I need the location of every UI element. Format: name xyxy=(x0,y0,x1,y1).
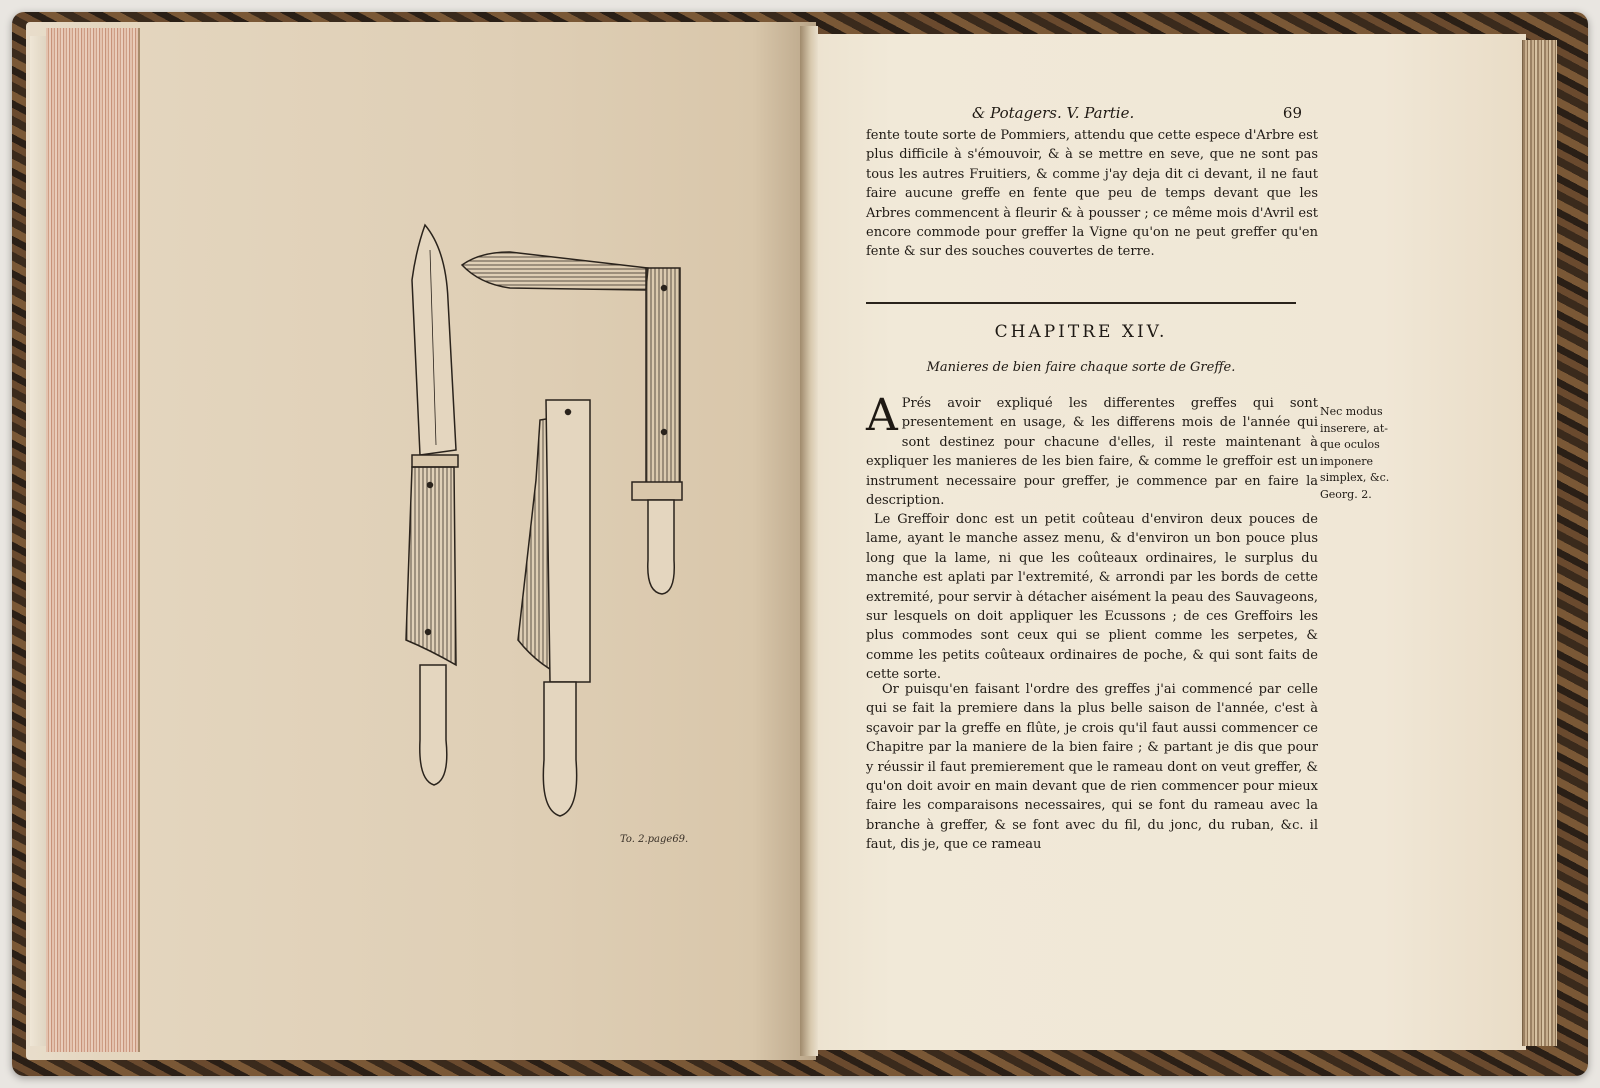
margin-note-line: que oculos xyxy=(1320,438,1380,451)
running-head xyxy=(972,104,1302,122)
plate-caption: To. 2.page69. xyxy=(620,834,689,845)
left-page-edges xyxy=(46,28,140,1052)
grafting-knives-engraving xyxy=(390,220,720,820)
running-head-title: & Potagers. V. Partie. xyxy=(972,104,1135,122)
book-gutter xyxy=(800,26,818,1056)
folding-greffoir-closed xyxy=(518,400,590,816)
open-greffoir-knife xyxy=(406,225,458,785)
chapter-first-paragraph xyxy=(866,390,1318,510)
margin-note-line: inserere, at- xyxy=(1320,421,1388,435)
chapter-rule xyxy=(866,302,1296,304)
margin-note-line: imponere xyxy=(1320,454,1373,468)
flute-graft-paragraph: Or puisqu'en faisant l'ordre des greffes j'ai commencé par celle qui se fait la premiere dans la plus belle saison de l'année, c'est à sçavoir par la greffe en flûte, je crois qu'il faut aussi commencer ce Chapitre par la maniere de la bien faire ; & partant je dis que pour y réussir il faut premierement que le rameau dont on veut greffer, & qu'on doit avoir en main devant que de rien commencer pour mieux faire les comparaisons necessaires, qui se font du rameau avec la branche à greffer, & se font avec du fil, du jonc, du ruban, &c. il faut, dis je, que ce rameau xyxy=(866,682,1318,853)
greffoir-description-paragraph: Le Greffoir donc est un petit coûteau d'environ deux pouces de lame, ayant le manche assez menu, & d'environ un bon pouce plus long que la lame, ni que les coûteaux ordinaires, le surplus du manche est aplati par l'extremité, & arrondi par les bords de cette extremité, pour servir à détacher aisément la peau des Sauvageons, sur lesquels on doit appliquer les Ecussons ; de ces Greffoirs les plus commodes sont ceux qui se plient comme les serpetes, & comme les petits coûteaux ordinaires de poche, & qui sont faits de cette sorte. xyxy=(866,512,1318,683)
margin-note xyxy=(1320,404,1396,503)
continuation-paragraph: fente toute sorte de Pommiers, attendu que cette espece d'Arbre est plus difficile à s'émouvoir, & à se mettre en seve, que ne sont pas tous les autres Fruitiers, & comme j'ay deja dit ci devant, il ne faut faire aucune greffe en fente que peu de temps devant que les Arbres commencent à fleurir & à pousser ; ce même mois d'Avril est encore commode pour greffer la Vigne qu'on ne peut greffer qu'en fente & sur des souches couvertes de terre. xyxy=(866,128,1318,260)
margin-note-line: simplex, &c. xyxy=(1320,471,1390,484)
first-paragraph-text: Prés avoir expliqué les differentes greffes qui sont presentement en usage, & les differens mois de l'année qui sont destinez pour chacune d'elles, il reste maintenant à expliquer les manieres de les bien faire, & comme le greffoir est un instrument necessaire pour greffer, je commence par en faire la description. xyxy=(866,396,1318,509)
page-number: 69 xyxy=(1282,104,1302,122)
margin-note-line: Nec modus xyxy=(1320,405,1383,418)
drop-cap: A xyxy=(866,390,898,441)
chapter-subtitle: Manieres de bien faire chaque sorte de Greffe. xyxy=(926,360,1236,375)
margin-note-line: Georg. 2. xyxy=(1320,487,1372,501)
chapter-heading: CHAPITRE XIV. xyxy=(994,322,1168,342)
right-page-edges xyxy=(1522,40,1557,1046)
